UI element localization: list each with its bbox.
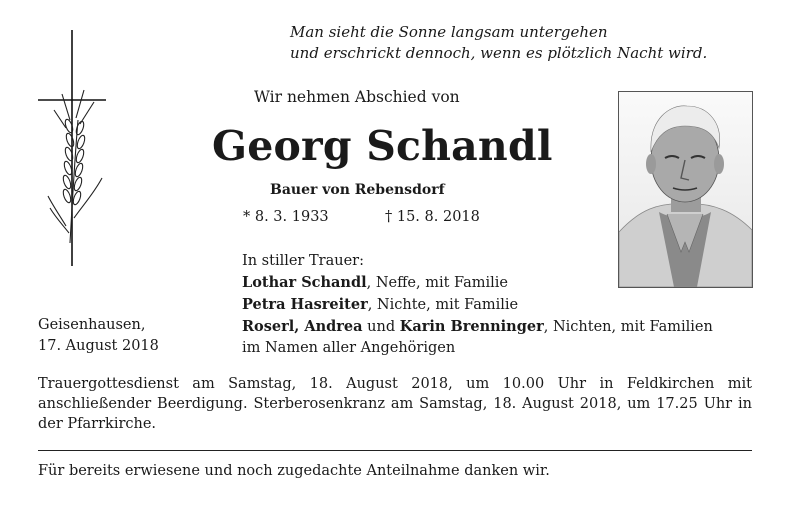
mourner-name: Lothar Schandl — [242, 274, 367, 291]
mourner-conjunction: und — [362, 319, 400, 335]
funeral-notice: Trauergottesdienst am Samstag, 18. August 2018, um 10.00 Uhr in Feldkirchen mit anschließender Beerdigung. Sterberosenkranz am Samstag, 18. August 2018, um 17.25 Uhr in der Pfarrkirche. — [38, 376, 752, 432]
mourner-name: Petra Hasreiter — [242, 296, 368, 313]
death-date: † 15. 8. 2018 — [385, 209, 480, 225]
mourner-entry — [242, 316, 762, 338]
deceased-name: Georg Schandl — [212, 122, 553, 170]
mourner-relation: , Nichte, mit Familie — [367, 297, 519, 313]
poem-line-2: und erschrickt dennoch, wenn es plötzlich Nacht wird. — [290, 44, 708, 62]
mourner-name: Roserl, Andrea — [242, 318, 363, 335]
mourners-heading: In stiller Trauer: — [242, 253, 364, 269]
place-date — [38, 315, 159, 357]
notice-date: 17. August 2018 — [38, 338, 159, 354]
mourners-block — [242, 251, 762, 359]
place: Geisenhausen, — [38, 317, 146, 333]
mourner-entry — [242, 294, 762, 316]
mourner-relation: , Neffe, mit Familie — [366, 275, 508, 291]
mourner-entry — [242, 272, 762, 294]
mourner-name: Karin Brenninger — [399, 318, 544, 335]
deceased-occupation: Bauer von Rebensdorf — [270, 182, 445, 198]
poem — [290, 22, 760, 64]
intro-text: Wir nehmen Abschied von — [254, 88, 460, 106]
birth-date: * 8. 3. 1933 — [243, 209, 329, 225]
divider — [38, 450, 752, 451]
mourners-closing: im Namen aller Angehörigen — [242, 340, 456, 356]
poem-line-1: Man sieht die Sonne langsam untergehen — [290, 23, 608, 41]
mourner-relation: , Nichten, mit Familien — [543, 319, 713, 335]
thanks-text: Für bereits erwiesene und noch zugedachte Anteilnahme danken wir. — [38, 463, 550, 479]
cross-with-wheat-icon — [36, 28, 112, 268]
